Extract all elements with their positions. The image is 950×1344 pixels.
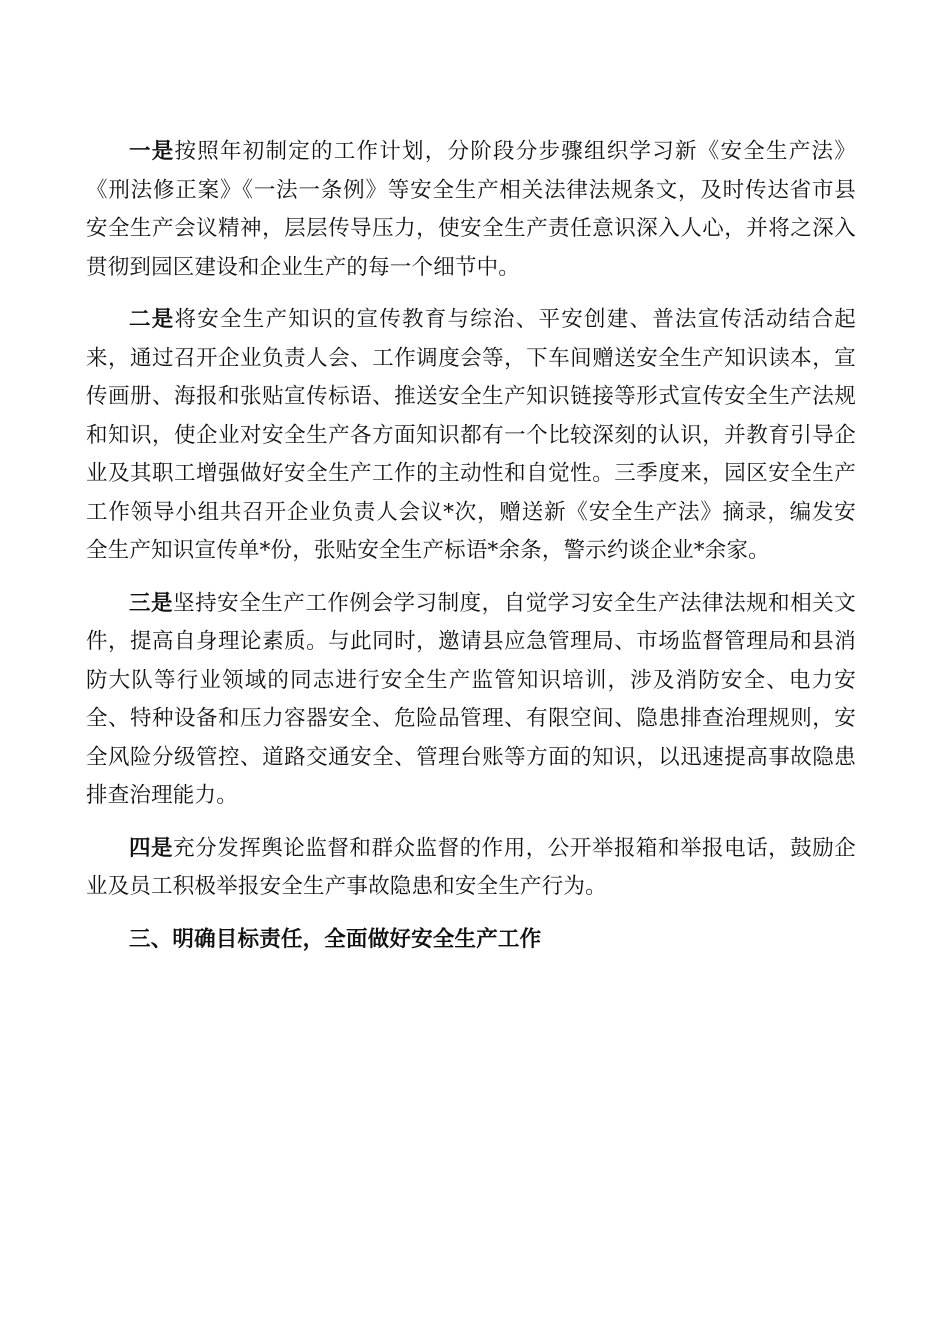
section-heading: 三、明确目标责任，全面做好安全生产工作 bbox=[129, 926, 542, 952]
paragraph-1 bbox=[86, 133, 856, 287]
paragraph-1-lead: 一是 bbox=[129, 139, 175, 164]
paragraph-3 bbox=[86, 585, 856, 816]
paragraph-4-lead: 四是 bbox=[129, 835, 174, 861]
paragraph-2-text: 将安全生产知识的宣传教育与综治、平安创建、普法宣传活动结合起来，通过召开企业负责人会、工作调度会等，下车间赠送安全生产知识读本，宣传画册、海报和张贴宣传标语、推送安全生产知识链接等形式宣传安全生产法规和知识，使企业对安全生产各方面知识都有一个比较深刻的认识，并教育引导企业及其职工增强做好安全生产工作的主动性和自觉性。三季度来，园区安全生产工作领导小组共召开企业负责人会议*次，赠送新《安全生产法》摘录，编发安全生产知识宣传单*份，张贴安全生产标语*余条，警示约谈企业*余家。 bbox=[86, 307, 856, 563]
paragraph-4 bbox=[86, 830, 856, 907]
paragraph-1-text: 按照年初制定的工作计划，分阶段分步骤组织学习新《安全生产法》《刑法修正案》《一法一条例》等安全生产相关法律法规条文，及时传达省市县安全生产会议精神，层层传导压力，使安全生产责任意识深入人心，并将之深入贯彻到园区建设和企业生产的每一个细节中。 bbox=[86, 139, 856, 280]
paragraph-3-text: 坚持安全生产工作例会学习制度，自觉学习安全生产法律法规和相关文件，提高自身理论素质。与此同时，邀请县应急管理局、市场监督管理局和县消防大队等行业领域的同志进行安全生产监管知识培训，涉及消防安全、电力安全、特种设备和压力容器安全、危险品管理、有限空间、隐患排查治理规则，安全风险分级管控、道路交通安全、管理台账等方面的知识，以迅速提高事故隐患排查治理能力。 bbox=[86, 590, 856, 808]
paragraph-3-lead: 三是 bbox=[129, 590, 174, 616]
paragraph-4-text: 充分发挥舆论监督和群众监督的作用，公开举报箱和举报电话，鼓励企业及员工积极举报安全生产事故隐患和安全生产行为。 bbox=[86, 835, 856, 899]
document-page bbox=[86, 133, 856, 959]
paragraph-2 bbox=[86, 301, 856, 571]
paragraph-2-lead: 二是 bbox=[129, 307, 175, 332]
